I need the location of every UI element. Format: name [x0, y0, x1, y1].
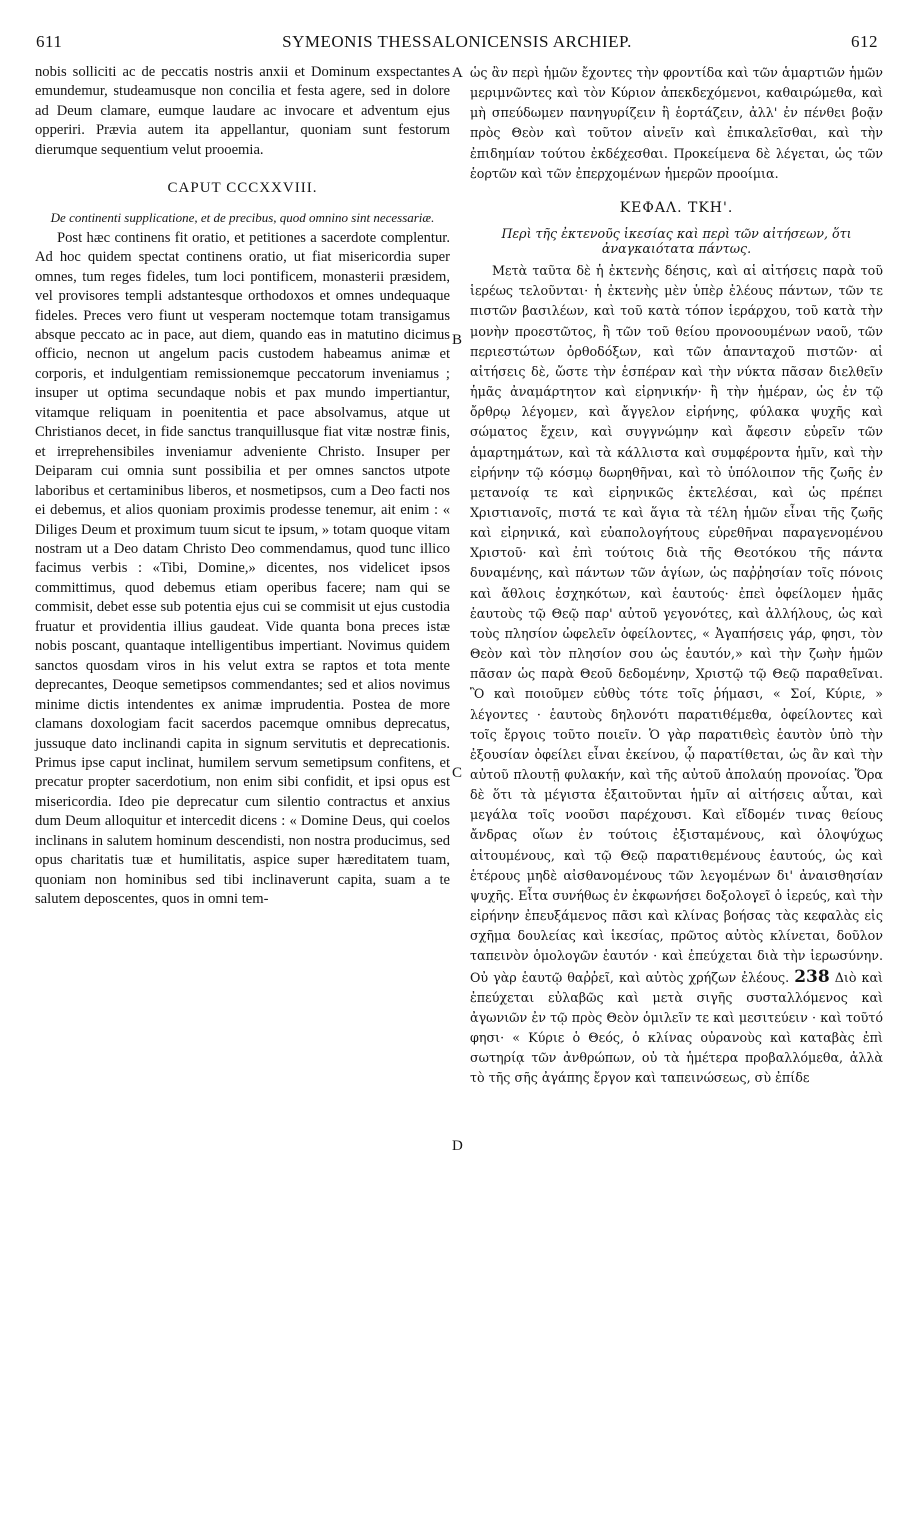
page-number-right: 612	[851, 32, 878, 51]
latin-opening-paragraph: nobis solliciti ac de peccatis nostris anxii et Dominum exspectantes emundemur, studeamusque non concilia et festa agere, sed in dolore ad Deum clamare, eumque laudare ac invocare et adventum ejus opperiri. Prævia autem ita appellantur, quoniam sunt festorum dierumque sequentium velut prooemia.	[35, 64, 450, 158]
latin-chapter-subtitle: De continenti supplicatione, et de precibus, quod omnino sint necessariæ.	[50, 209, 435, 225]
greek-chapter-subtitle: Περὶ τῆς ἐκτενοῦς ἱκεσίας καὶ περὶ τῶν αἰτήσεων, ὅτι ἀναγκαιότατα πάντως.	[501, 226, 852, 257]
margin-letter-b: B	[452, 332, 463, 348]
greek-body-continuation: Διὸ καὶ ἐπεύχεται εὐλαβῶς καὶ μετὰ σιγῆς συσταλλόμενος καὶ ἀγωνιῶν ἐν τῷ πρὸς Θεὸν ὁμιλεῖν τε καὶ μεσιτεύειν · καὶ τοῦτό φησι· « Κύριε ὁ Θεός, ὁ κλίνας οὐρανοὺς καὶ καταβὰς ἐπὶ σωτηρίᾳ τῶν ἀνθρώπων, οὐ τὰ ἡμέτερα προβαλλόμεθα, ἀλλὰ τὸ τῆς σῆς ἀγάπης ἔργον καὶ ταπεινώσεως, σὺ ἐπίδε	[470, 969, 883, 1086]
greek-body-text: Μετὰ ταῦτα δὲ ἡ ἐκτενὴς δέησις, καὶ αἱ αἰτήσεις παρὰ τοῦ ἱερέως τελοῦνται· ἡ ἐκτενὴς μὲν ὑπὲρ ἐλέους πάντων, τῶν τε πιστῶν βασιλέων, καὶ τοῦ κατὰ τόπον ἱεράρχου, τοῦ κατὰ τὴν μονὴν προεστῶτος, ἢ τῶν τοῦ θείου προνοουμένων ναοῦ, τῶν περιεστώτων ὀρθοδόξων, καὶ τῶν ἁπανταχοῦ πιστῶν· αἱ αἰτήσεις δὲ, ὥστε τὴν ἑσπέραν καὶ τὴν νύκτα πᾶσαν διελθεῖν ἡμᾶς ἀναμάρτητον καὶ εἰρηνικήν· ἢ τὴν ἡμέραν, ὡς ἐν τῷ ὄρθρῳ λέγομεν, καὶ ἄγγελον εἰρήνης, φύλακα ψυχῆς καὶ σώματος ἔχειν, καὶ συγγνώμην καὶ ἄφεσιν εὑρεῖν τῶν ἁμαρτημάτων, καὶ τὰ κάλλιστα καὶ συμφέροντα ἡμῖν, καὶ τὴν εἰρήνην τῷ κόσμῳ δωρηθῆναι, καὶ τὸ ὑπόλοιπον τῆς ζωῆς ἐν μετανοίᾳ τε καὶ εἰρηνικῶς ἐκτελέσαι, καὶ ὡς πρέπει Χριστιανοῖς, πιστά τε καὶ ἅγια τὰ τέλη ἡμῶν εἶναι τῆς ζωῆς καὶ εἰρηνικά, καὶ εὐαπολογήτους εὑρεθῆναι παραγενομένου Χριστοῦ· καὶ ἐπὶ τούτοις διὰ τῆς Θεοτόκου τῆς πάντα δυναμένης, καὶ πάντων τῶν ἁγίων, ὡς παῤῥησίαν τοῖς πόνοις καὶ ἄθλοις ἐσχηκότων, καὶ ἑαυτούς· ἐπεὶ ὀφείλομεν ἡμᾶς ἑαυτοὺς τῷ Θεῷ παρ' αὐτοῦ γεγονότες, καὶ ἀλλήλους, ὡς καὶ τοὺς πλησίον ὠφελεῖν ὀφείλοντες, « Ἀγαπήσεις γάρ, φησι, τὸν Θεὸν καὶ τὸν πλησίον σου ὡς ἑαυτόν,» καὶ τὴν ζωὴν ἡμῶν πᾶσαν ὡς παρὰ Θεοῦ δεδομένην, Χριστῷ τῷ Θεῷ παραθεῖναι. Ὃ καὶ ποιοῦμεν εὐθὺς τότε τοῖς ῥήμασι, « Σοί, Κύριε, » λέγοντες · ἑαυτοὺς δηλονότι παρατιθέμεθα, ὀφείλοντες καὶ τοῖς ἔργοις τοῦτο ποιεῖν. Ὁ γὰρ παρατιθεὶς ἑαυτὸν ὑπὸ τὴν ἐξουσίαν ὀφείλει εἶναι ἐκείνου, ᾧ παρατίθεται, ὡς ἂν καὶ τὴν αὐτοῦ πλουτῇ φυλακήν, καὶ τῆς αὐτοῦ ἀπολαύῃ προνοίας. Ὅρα δὲ ὅτι τὰ μέγιστα ἐξαιτοῦνται ἡμῖν αἱ αἰτήσεις αὗται, καὶ μεγάλα τοῖς νοοῦσι παρέχουσι. Καὶ εἴδομέν τινας θείους ἄνδρας οἵων ἐν τούτοις ἐξισταμένους, καὶ ὁλοψύχως αἰτουμένους, καὶ τῷ Θεῷ παρατιθεμένους ἑαυτούς, ὡς καὶ ἑτέρους μηδὲ αἰσθανομένους τῶν λεγομένων δι' ἀναισθησίαν ψυχῆς. Εἶτα συνήθως ἐν ἐκφωνήσει δοξολογεῖ ὁ ἱερεύς, καὶ τὴν εἰρήνην ἐπευξάμενος πᾶσι καὶ κλίνας βοήσας τὰς κεφαλὰς εἰς σχῆμα δουλείας καὶ ἱκεσίας, πρῶτος αὐτὸς κλίνεται, δοῦλον ταπεινὸν ὁμολογῶν ἑαυτόν · καὶ ἐπεύχεται διὰ τὴν ἱερωσύνην. Οὐ γὰρ ἑαυτῷ θαῤῥεῖ, καὶ αὐτὸς χρήζων ἐλέους.	[470, 263, 883, 985]
column-number-marker: 238	[794, 966, 830, 987]
margin-letter-d: D	[452, 1138, 463, 1154]
latin-chapter-heading: CAPUT CCCXXVIII.	[167, 180, 318, 197]
greek-column	[470, 63, 883, 1089]
greek-opening-paragraph: ὡς ἂν περὶ ἡμῶν ἔχοντες τὴν φροντίδα καὶ τῶν ἁμαρτιῶν ἡμῶν μεριμνῶντες καὶ τὸν Κύριον ἀπεκδεχόμενοι, καθαιρώμεθα, καὶ μὴ σπεύδωμεν πανηγυρίζειν ἢ ἑορτάζειν, ἀλλ' ἐν πένθει βοᾷν πρὸς Θεὸν καὶ τοῦτον αἰνεῖν καὶ ἐπικαλεῖσθαι, καὶ τὴν ἐπιδημίαν τούτου ἐκδέχεσθαι. Προκείμενα δὲ λέγεται, ὡς τῶν ἑορτῶν καὶ τῶν ἐπερχομένων ἡμερῶν προοίμια.	[470, 65, 883, 181]
margin-letter-c: C	[452, 765, 463, 781]
greek-body-paragraph	[470, 261, 883, 1088]
greek-chapter-heading: ΚΕΦΑΛ. ΤΚΗ'.	[619, 199, 734, 216]
page-number-left: 611	[36, 32, 63, 51]
latin-column	[35, 63, 450, 910]
running-header	[36, 32, 878, 58]
latin-body-paragraph: Post hæc continens fit oratio, et petitiones a sacerdote complentur. Ad hoc quidem spectat continens oratio, ut fiat misericordia super omnes, tum reges fideles, tum loci pontificem, monasterii præsidem, vel provisores templi adstantesque orthodoxos et omnes undequaque fideles. Preces vero fiunt ut vesperam noctemque totam transigamus absque peccato ac in pace, aut diem, quando eas in matutino dicimus officio, necnon ut angelum pacis custodem habeamus animæ et corporis, et indulgentiam remissionemque peccatorum inveniamus ; insuper ut optima secundaque nobis et pax mundo impertiantur, vitamque reliquam in poenitentia et pace absolvamus, atque ut Christianos decet, in fide sanctus tranquillusque fiat vitæ nostræ finis, et irreprehensibiles inveniamur adveniente Christo. Insuper per Deiparam cui omnia sunt possibilia et per omnes sanctos utpote laboribus et certaminibus liberos, et nosmetipsos, cum a Deo facti nos ei debemus, et alios quoniam proximis prodesse tenemur, ait enim : « Diliges Deum et proximum tuum sicut te ipsum, » totam quoque vitam nostram ut a Deo datam Christo Deo commendamus, quod tunc illico facimus verbis : «Tibi, Domine,» dicentes, nos videlicet ipsos committimus, quod debemus etiam operibus facere; nam qui se commisit, debet esse sub potentia ejus cui se commisit ut ejus custodia fruatur et providentia illius gaudeat. Vide quanta bona preces istæ nobis poscant, quantaque intelligentibus impertiant. Novimus quidem sanctos quosdam viros in his velut extra se raptos et tota mente deprecantes, Deoque semetipsos commendantes; sed et alios novimus minime dictis intendentes ex animæ imprudentia. Postea de more clamans doxologiam facit sacerdos pacemque omnibus deprecatus, jussuque dato inclinandi capita in signum servitutis et deprecationis. Primus ipse caput inclinat, humilem servum semetipsum confitens, et precatur propter sacerdotium, non enim sibi confidit, et ipsi opus est misericordia. Ideo pie deprecatur cum silentio contractus et anxius dum Deum alloquitur et intercedit dicens : « Domine Deus, qui coelos inclinans in salutem hominum descendisti, non nostra producimus, sed opus charitatis tuæ et humilitatis, aspice super hæreditatem tuam, quoniam non hominibus sed tibi inclinaverunt capita, suam a te salutem deposcentes, quos in omni tem-	[35, 229, 450, 908]
running-title: SYMEONIS THESSALONICENSIS ARCHIEP.	[282, 32, 632, 51]
margin-letter-a: A	[452, 65, 463, 81]
